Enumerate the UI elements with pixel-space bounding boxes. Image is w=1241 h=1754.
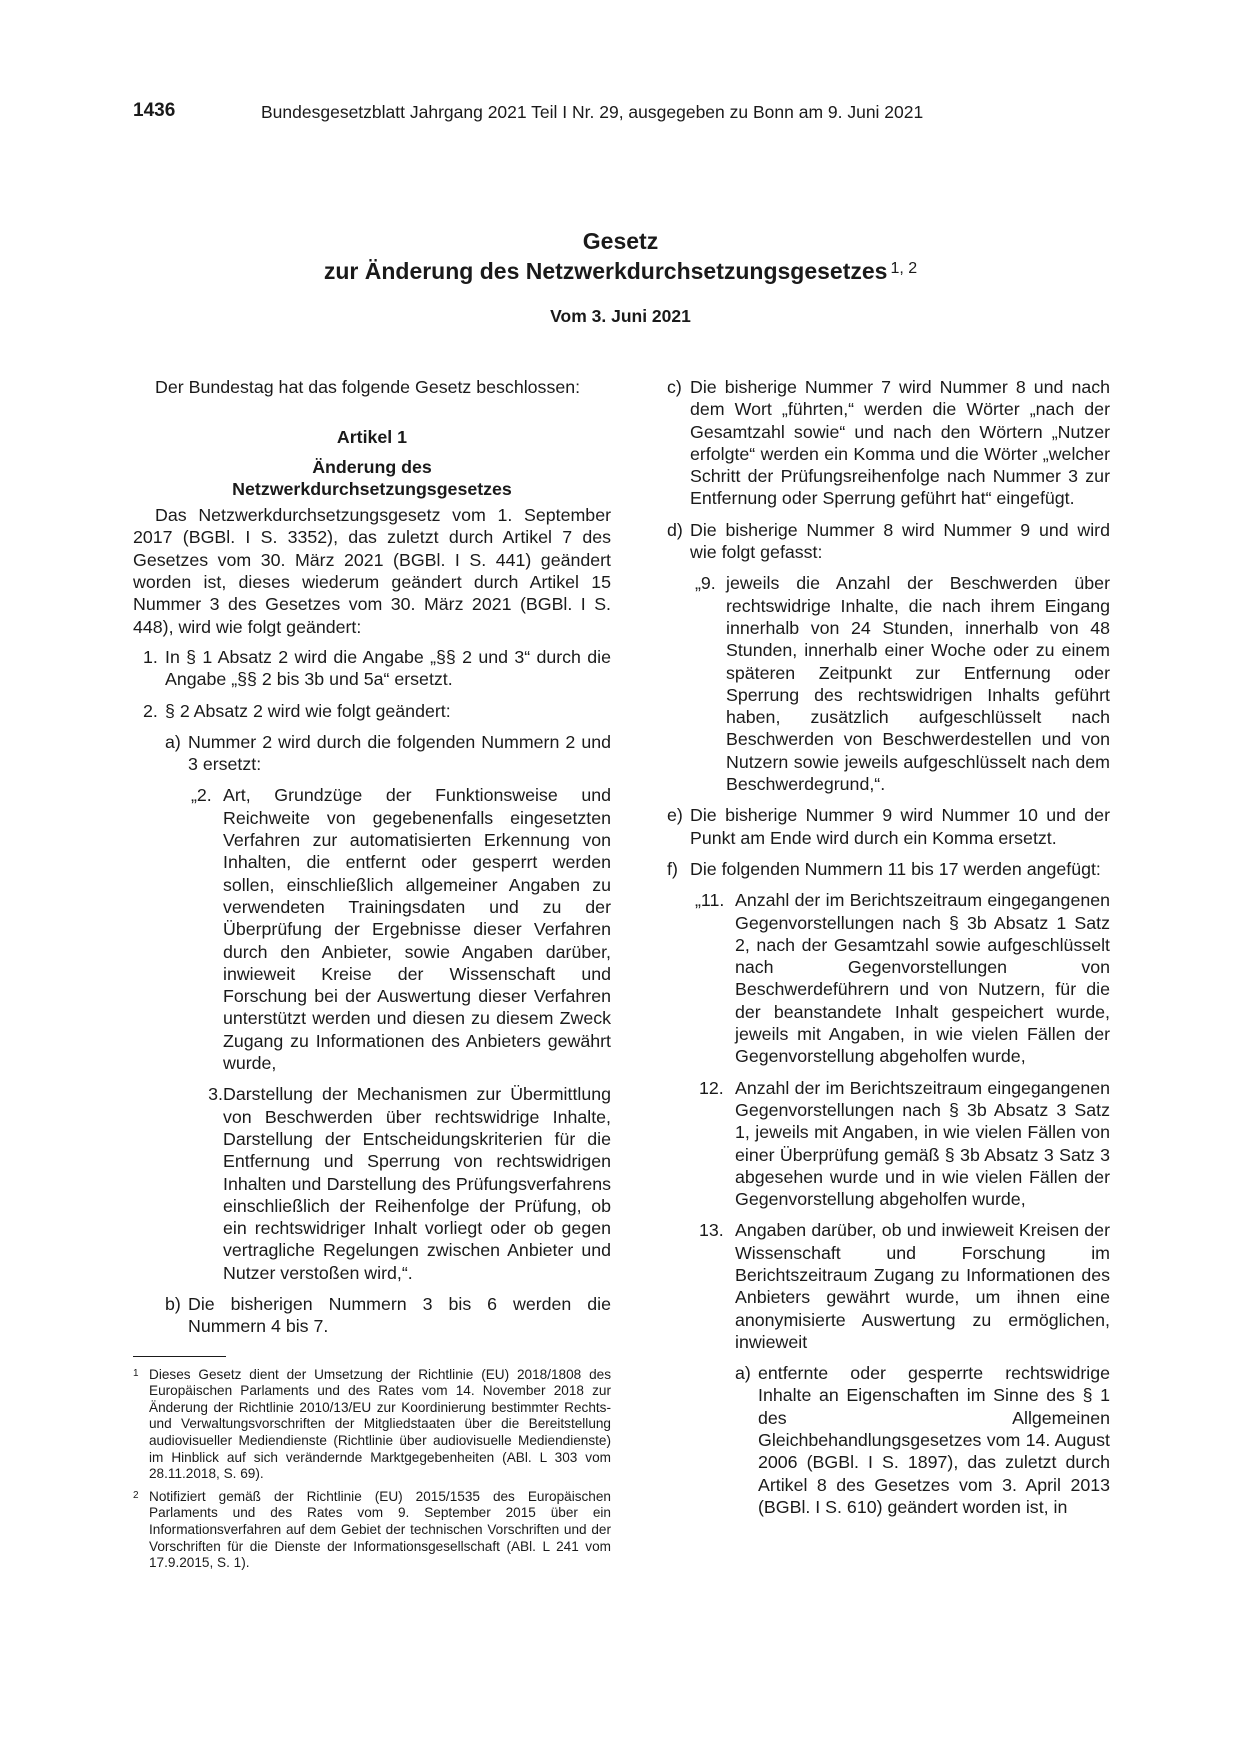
item-text: Die bisherige Nummer 9 wird Nummer 10 und der Punkt am Ende wird durch ein Komma ersetzt. xyxy=(690,805,1110,848)
item-label: 13. xyxy=(699,1220,724,1241)
list-item xyxy=(667,1077,1110,1211)
item-text: Die bisherigen Nummern 3 bis 6 werden die Nummern 4 bis 7. xyxy=(188,1293,611,1337)
item-text: Die folgenden Nummern 11 bis 17 werden angefügt: xyxy=(690,858,1101,879)
list-item xyxy=(667,572,1110,795)
item-label: „9. xyxy=(695,573,716,594)
item-label: 12. xyxy=(699,1077,724,1098)
page-number: 1436 xyxy=(133,100,176,121)
article-preamble: Das Netzwerkdurchsetzungsgesetz vom 1. September 2017 (BGBl. I S. 3352), das zuletzt durch Artikel 7 des Gesetzes vom 30. März 2021 (BGBl. I S. 441) geändert worden ist, dieses wiederum geändert durch Artikel 15 Nummer 3 des Gesetzes vom 30. März 2021 (BGBl. I S. 448), wird wie folgt geändert: xyxy=(133,505,611,637)
item-text: Anzahl der im Berichtszeitraum eingegangenen Gegenvorstellungen nach § 3b Absatz 3 Satz 1, jeweils mit Angaben, in wie vielen Fällen von einer Überprüfung gemäß § 3b Absatz 3 Satz 3 abgesehen wurde und in wie vielen Fällen der Gegenvorstellung abgeholfen wurde, xyxy=(735,1077,1110,1210)
footnote-label: 2 xyxy=(133,1489,139,1501)
list-item xyxy=(133,1083,611,1284)
list-item xyxy=(667,1362,1110,1518)
list-item xyxy=(133,731,611,776)
article-subtitle-line1: Änderung des xyxy=(312,456,432,477)
footnote-refs: 1, 2 xyxy=(890,260,918,277)
list-item xyxy=(133,1293,611,1338)
item-label: 3. xyxy=(208,1084,223,1105)
item-label: f) xyxy=(667,858,678,879)
footnote-1 xyxy=(133,1367,611,1483)
item-label: e) xyxy=(667,805,683,826)
item-text: In § 1 Absatz 2 wird die Angabe „§§ 2 und 3“ durch die Angabe „§§ 2 bis 3b und 5a“ ersetzt. xyxy=(165,646,611,690)
footnote-text: Notifiziert gemäß der Richtlinie (EU) 2015/1535 des Europäischen Parlaments und des Rates vom 9. September 2015 über ein Informationsverfahren auf dem Gebiet der technischen Vorschriften und der Vorschriften für die Dienste der Informationsgesellschaft (ABl. L 241 vom 17.9.2015, S. 1). xyxy=(149,1488,611,1571)
item-label: „2. xyxy=(191,785,212,806)
item-text: entfernte oder gesperrte rechtswidrige Inhalte an Eigenschaften im Sinne des § 1 des Allgemeinen Gleichbehandlungsgesetzes vom 14. August 2006 (BGBl. I S. 1897), das zuletzt durch Artikel 8 des Gesetzes vom 3. April 2013 (BGBl. I S. 610) geändert worden ist, in xyxy=(758,1363,1110,1517)
list-item xyxy=(667,889,1110,1067)
law-subtitle xyxy=(0,258,1241,285)
item-label: 1. xyxy=(143,646,158,667)
article-subtitle-line2: Netzwerkdurchsetzungsgesetzes xyxy=(232,478,512,499)
law-date: Vom 3. Juni 2021 xyxy=(550,306,691,326)
article-heading: Artikel 1 xyxy=(336,427,408,448)
intro-text: Der Bundestag hat das folgende Gesetz beschlossen: xyxy=(155,377,581,397)
footnote-label: 1 xyxy=(133,1367,139,1379)
list-item xyxy=(667,858,1110,880)
item-label: d) xyxy=(667,519,683,540)
item-text: Die bisherige Nummer 7 wird Nummer 8 und nach dem Wort „führten,“ werden die Wörter „nach der Gesamtzahl sowie“ und nach den Wörtern „Nutzer erfolgte“ werden ein Komma und die Wörter „welcher Schritt der Prüfungsreihenfolge nach Nummer 3 zur Entfernung oder Sperrung geführt hat“ eingefügt. xyxy=(690,377,1110,509)
running-header: Bundesgesetzblatt Jahrgang 2021 Teil I Nr. 29, ausgegeben zu Bonn am 9. Juni 2021 xyxy=(261,102,924,122)
item-text: Nummer 2 wird durch die folgenden Nummern 2 und 3 ersetzt: xyxy=(188,731,611,775)
item-label: c) xyxy=(667,377,682,397)
item-text: Anzahl der im Berichtszeitraum eingegangenen Gegenvorstellungen nach § 3b Absatz 1 Satz 2, nach der Gesamtzahl sowie aufgeschlüsselt nach Gegenvorstellungen von Beschwerdeführern und von Nutzern, für die der beanstandete Inhalt gespeichert wurde, jeweils mit Angaben, in wie vielen Fällen der Gegenvorstellung abgeholfen wurde, xyxy=(735,890,1110,1067)
footnote-2 xyxy=(133,1489,611,1572)
item-text: jeweils die Anzahl der Beschwerden über rechtswidrige Inhalte, die nach ihrem Eingang innerhalb von 24 Stunden, innerhalb von 48 Stunden, innerhalb einer Woche oder zu einem späteren Zeitpunkt zur Entfernung oder Sperrung des rechtswidrigen Inhalts geführt haben, zusätzlich aufgeschlüsselt nach Beschwerden von Beschwerdestellen und von Nutzern sowie jeweils aufgeschlüsselt nach dem Beschwerdegrund,“. xyxy=(726,573,1110,795)
item-label: a) xyxy=(165,731,181,752)
item-text: Die bisherige Nummer 8 wird Nummer 9 und wird wie folgt gefasst: xyxy=(690,519,1110,563)
item-text: Angaben darüber, ob und inwieweit Kreisen der Wissenschaft und Forschung im Berichtszeitraum Zugang zu Informationen des Anbieters gewährt wurde, um ihnen eine anonymisierte Auswertung zu ermöglichen, inwieweit xyxy=(735,1220,1110,1352)
list-item xyxy=(667,1219,1110,1353)
footnote-text: Dieses Gesetz dient der Umsetzung der Richtlinie (EU) 2018/1808 des Europäischen Parlaments und des Rates vom 14. November 2018 zur Änderung der Richtlinie 2010/13/EU zur Koordinierung bestimmter Rechts- und Verwaltungsvorschriften der Mitgliedstaaten über die Bereitstellung audiovisueller Mediendienste (Richtlinie über audiovisuelle Mediendienste) im Hinblick auf sich verändernde Marktgegebenheiten (ABl. L 303 vom 28.11.2018, S. 69). xyxy=(149,1366,611,1482)
law-title: Gesetz xyxy=(582,228,659,254)
item-text: § 2 Absatz 2 wird wie folgt geändert: xyxy=(165,700,451,721)
left-column xyxy=(133,376,611,1572)
item-text: Art, Grundzüge der Funktionsweise und Reichweite von gegebenenfalls eingesetzten Verfahren zur automatisierten Erkennung von Inhalten, die entfernt oder gesperrt werden sollen, einschließlich allgemeiner Angaben zu verwendeten Trainingsdaten und zu der Überprüfung der Ergebnisse dieser Verfahren durch den Anbieter, sowie Angaben darüber, inwieweit Kreise der Wissenschaft und Forschung bei der Auswertung dieser Verfahren unterstützt werden und diesen zu diesem Zweck Zugang zu Informationen des Anbieters gewährt wurde, xyxy=(223,785,611,1074)
list-item xyxy=(667,376,1110,510)
law-subtitle-text: zur Änderung des Netzwerkdurchsetzungsgesetzes xyxy=(323,258,888,284)
right-column xyxy=(667,376,1110,1518)
item-label: „11. xyxy=(695,890,725,911)
item-label: b) xyxy=(165,1293,181,1314)
item-label: a) xyxy=(735,1363,751,1384)
item-label: 2. xyxy=(143,700,158,721)
list-item xyxy=(667,804,1110,849)
list-item xyxy=(133,646,611,691)
list-item xyxy=(133,700,611,722)
list-item xyxy=(133,784,611,1074)
list-item xyxy=(667,519,1110,564)
footnote-rule xyxy=(133,1356,226,1357)
item-text: Darstellung der Mechanismen zur Übermittlung von Beschwerden über rechtswidrige Inhalte, Darstellung der Entscheidungskriterien für die Entfernung und Sperrung von rechtswidrigen Inhalten und Darstellung des Prüfungsverfahrens einschließlich der Reihenfolge der Prüfung, ob ein rechtswidriger Inhalt vorliegt oder ob gegen vertragliche Regelungen zwischen Anbieter und Nutzer verstoßen wird,“. xyxy=(223,1084,611,1283)
